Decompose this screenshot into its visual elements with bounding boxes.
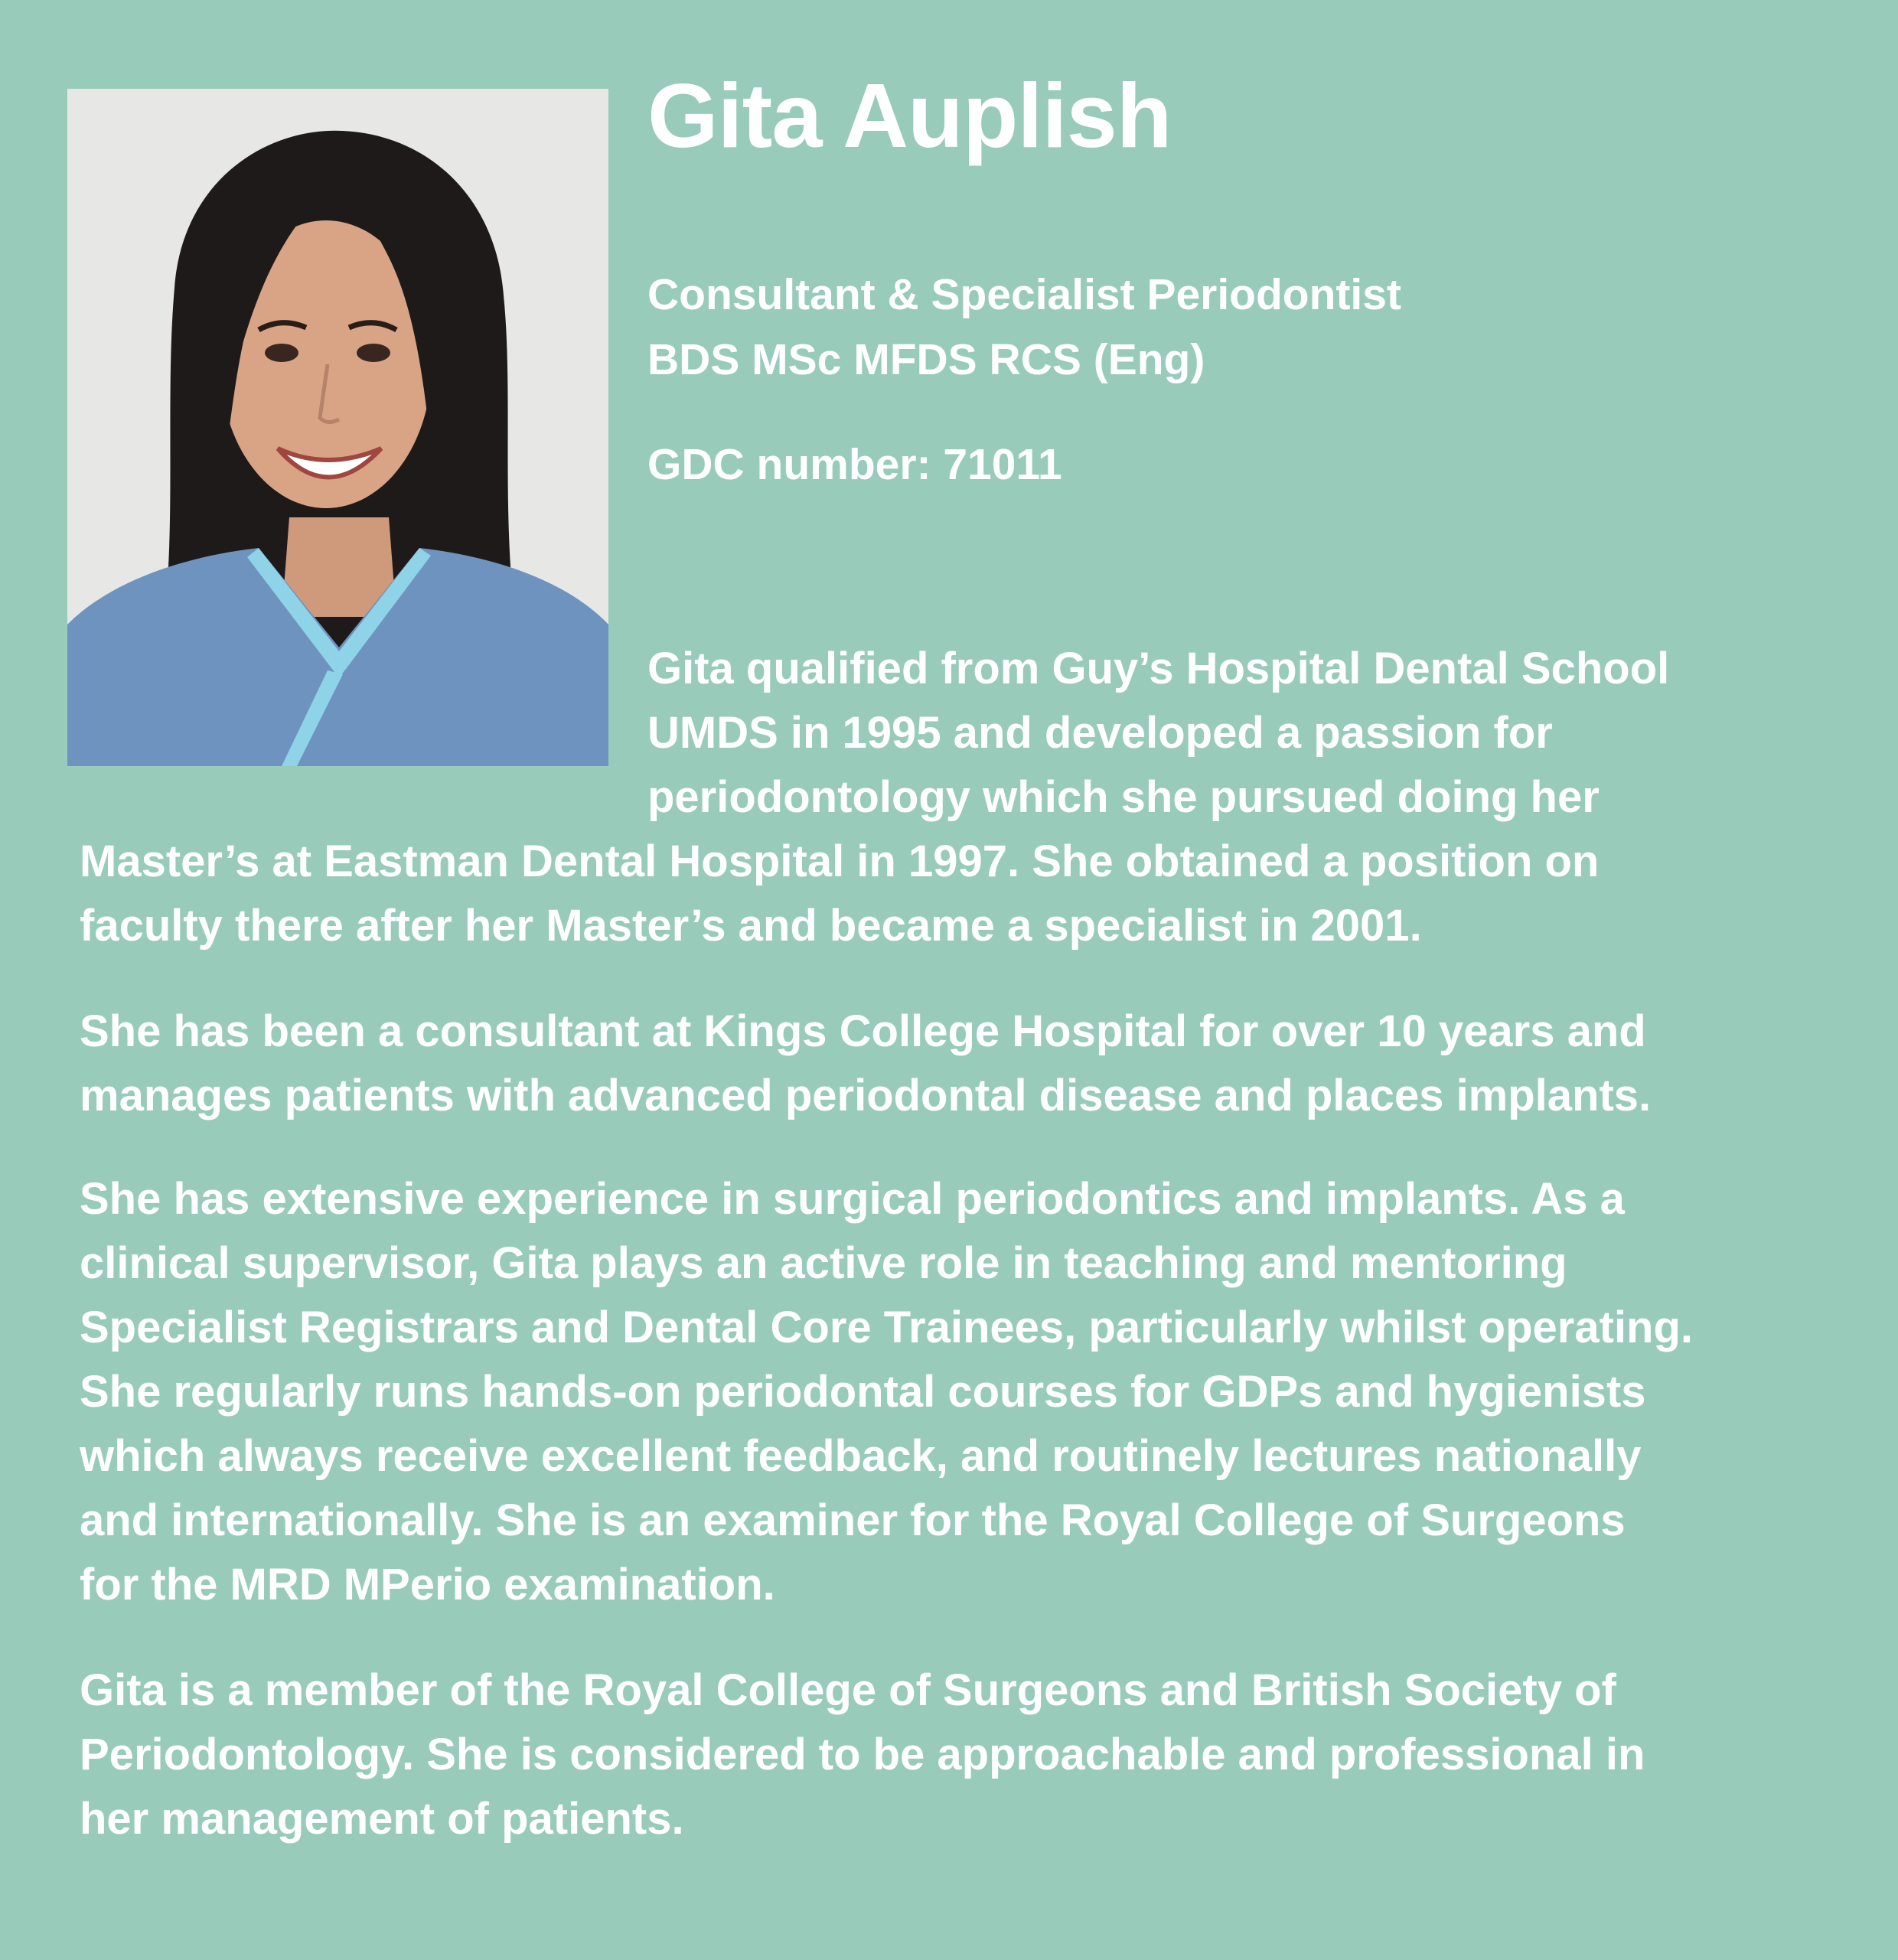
bio-line: clinical supervisor, Gita plays an active role in teaching and mentoring [80,1238,1567,1288]
bio-line: periodontology which she pursued doing her [647,772,1600,822]
bio-line: Specialist Registrars and Dental Core Trainees, particularly whilst operating. [80,1303,1693,1352]
bio-line: manages patients with advanced periodontal disease and places implants. [80,1071,1652,1120]
bio-line: for the MRD MPerio examination. [80,1560,775,1609]
bio-line: UMDS in 1995 and developed a passion for [647,708,1553,758]
bio-line: and internationally. She is an examiner for the Royal College of Surgeons [80,1495,1626,1545]
bio-line: She regularly runs hands-on periodontal courses for GDPs and hygienists [80,1367,1646,1417]
profile-gdc-number: GDC number: 71011 [647,440,1062,489]
profile-qualifications: BDS MSc MFDS RCS (Eng) [647,335,1205,384]
bio-line: She has extensive experience in surgical periodontics and implants. As a [80,1174,1625,1224]
bio-line: She has been a consultant at Kings College Hospital for over 10 years and [80,1006,1646,1056]
bio-line: her management of patients. [80,1794,684,1844]
bio-line: faculty there after her Master’s and became a specialist in 2001. [80,901,1422,951]
profile-title: Consultant & Specialist Periodontist [647,270,1401,319]
profile-name: Gita Auplish [647,65,1172,167]
bio-line: Master’s at Eastman Dental Hospital in 1997. She obtained a position on [80,837,1600,886]
bio-line: Periodontology. She is considered to be approachable and professional in [80,1730,1645,1779]
bio-line: which always receive excellent feedback, and routinely lectures nationally [80,1431,1642,1481]
profile-photo [67,89,608,766]
bio-line: Gita is a member of the Royal College of Surgeons and British Society of [80,1665,1616,1715]
bio-line: Gita qualified from Guy’s Hospital Dental School [647,644,1670,693]
